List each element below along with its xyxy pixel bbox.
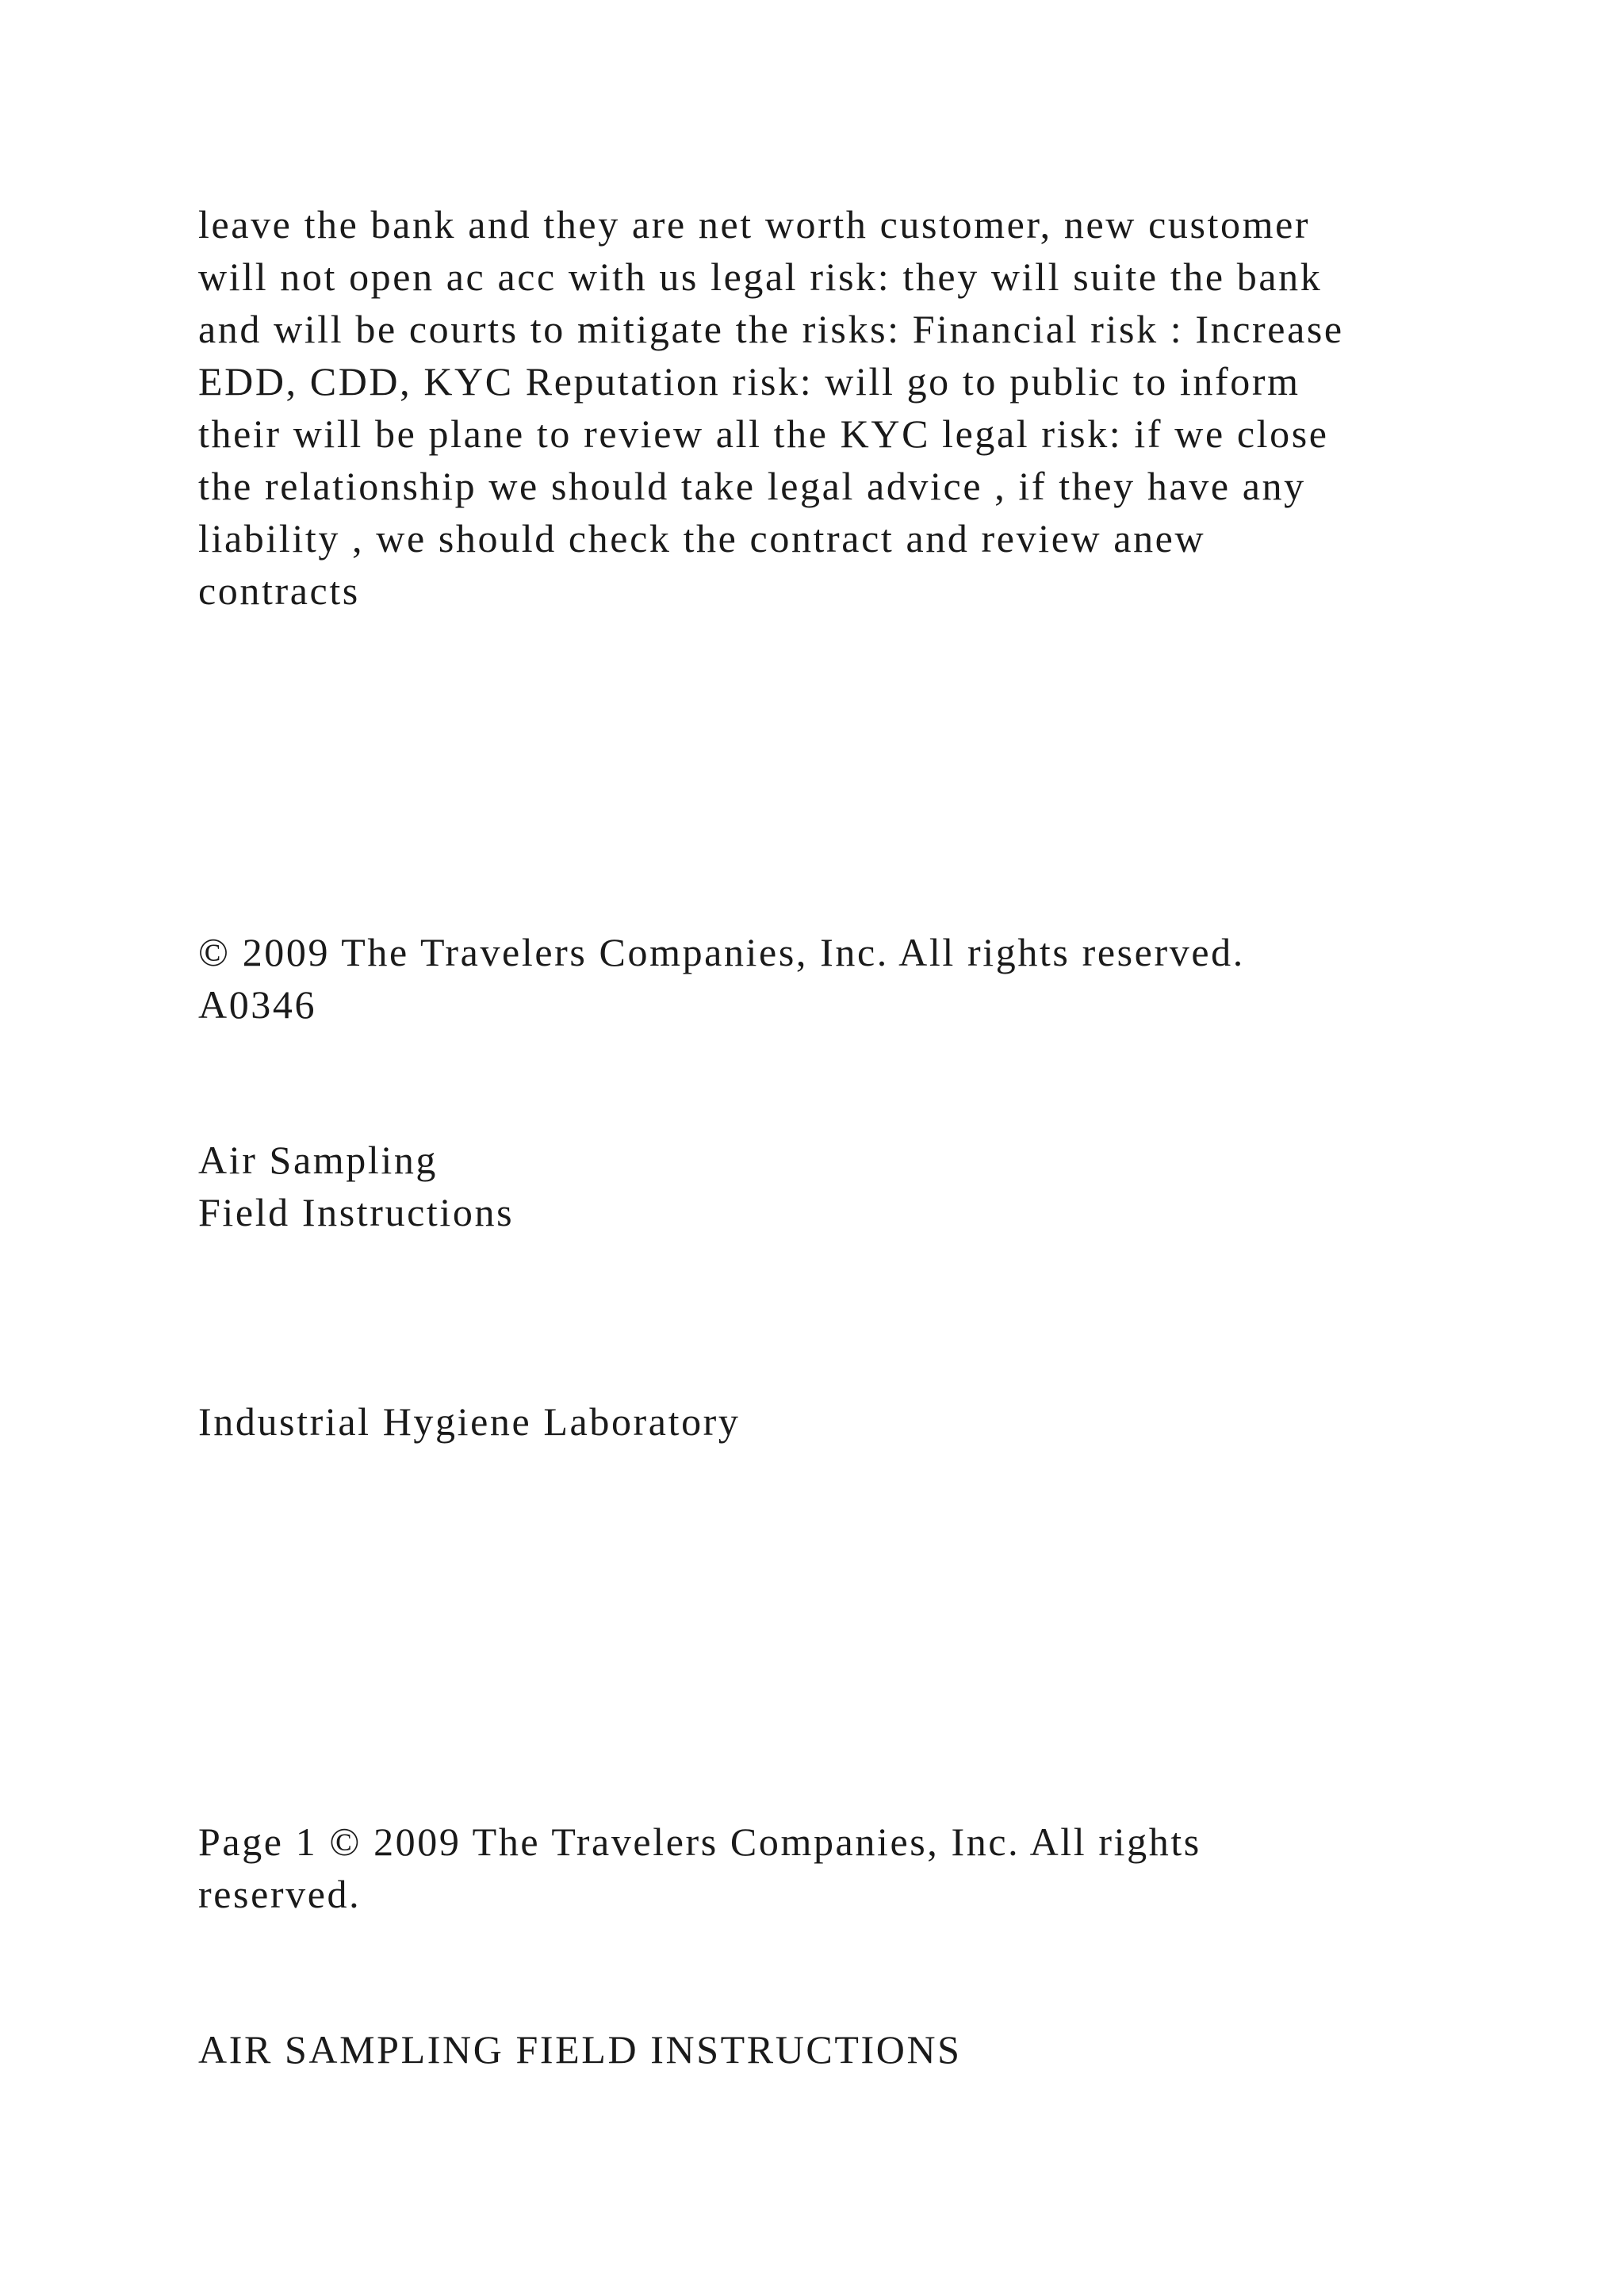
- body-line: will not open ac acc with us legal risk: they will suite the bank: [198, 254, 1323, 299]
- body-line: leave the bank and they are net worth customer, new customer: [198, 202, 1311, 247]
- copyright-notice: [198, 926, 1507, 1031]
- section-heading-text: AIR SAMPLING FIELD INSTRUCTIONS: [198, 2027, 962, 2072]
- body-line: and will be courts to mitigate the risks: Financial risk : Increase: [198, 307, 1344, 351]
- document-code: A0346: [198, 982, 317, 1027]
- laboratory-line: Industrial Hygiene Laboratory: [198, 1399, 741, 1444]
- copyright-line: © 2009 The Travelers Companies, Inc. All rights reserved.: [198, 930, 1245, 974]
- title-line-1: Air Sampling: [198, 1138, 439, 1182]
- footer-line-2: reserved.: [198, 1872, 362, 1916]
- title-line-2: Field Instructions: [198, 1190, 515, 1234]
- footer-line-1: Page 1 © 2009 The Travelers Companies, Inc. All rights: [198, 1820, 1201, 1864]
- section-heading: [198, 2023, 1507, 2076]
- body-line: the relationship we should take legal advice , if they have any: [198, 464, 1306, 508]
- body-line: liability , we should check the contract and review anew: [198, 516, 1206, 561]
- page-footer: [198, 1816, 1507, 1920]
- body-line: EDD, CDD, KYC Reputation risk: will go to public to inform: [198, 359, 1300, 404]
- body-line: contracts: [198, 568, 360, 613]
- document-title: [198, 1134, 1507, 1238]
- body-line: their will be plane to review all the KYC legal risk: if we close: [198, 411, 1329, 456]
- body-paragraph: [198, 198, 1507, 617]
- laboratory-name: [198, 1395, 1507, 1448]
